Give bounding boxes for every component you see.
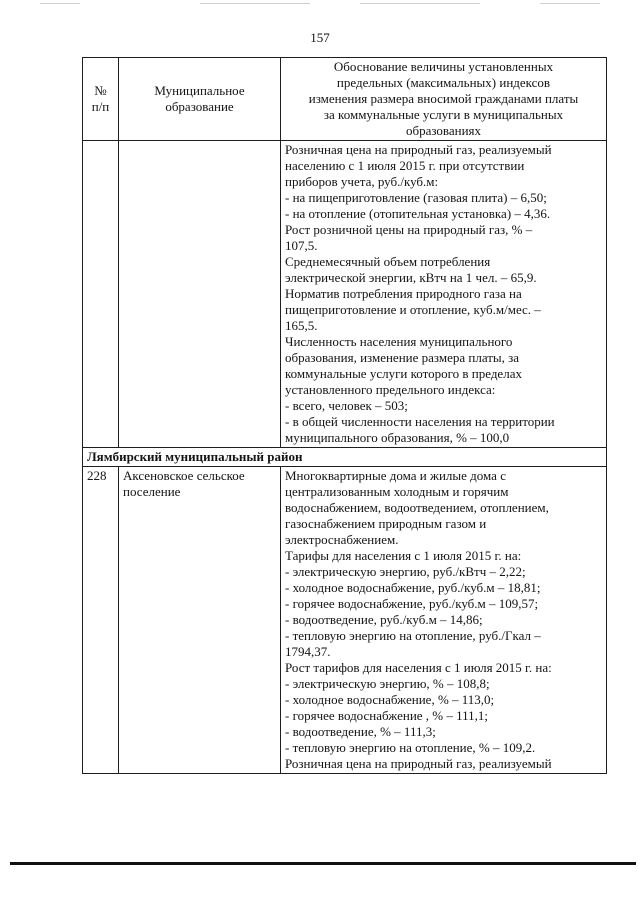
text-line: - водоотведение, % – 111,3;	[285, 724, 436, 739]
row-justification	[281, 467, 607, 774]
text-line: приборов учета, руб./куб.м:	[285, 174, 439, 189]
text-line: - холодное водоснабжение, % – 113,0;	[285, 692, 495, 707]
text-line: Норматив потребления природного газа на	[285, 286, 522, 301]
header-municipality	[119, 58, 281, 141]
table-row	[83, 467, 607, 774]
text-line: Среднемесячный объем потребления	[285, 254, 491, 269]
text-line: - на отопление (отопительная установка) – 4,36.	[285, 206, 551, 221]
continuation-municipality-cell	[119, 141, 281, 448]
header-number-line: №	[94, 83, 107, 98]
section-title: Лямбирский муниципальный район	[83, 448, 607, 467]
header-justification-line: Обоснование величины установленных	[333, 59, 554, 74]
header-justification-line: за коммунальные услуги в муниципальных	[323, 107, 564, 122]
text-line: - в общей численности населения на территории	[285, 414, 555, 429]
row-number: 228	[83, 467, 119, 774]
header-municipality-line: образование	[165, 99, 234, 114]
text-line: - тепловую энергию на отопление, % – 109,2.	[285, 740, 536, 755]
text-line: 165,5.	[285, 318, 318, 333]
text-line: Розничная цена на природный газ, реализуемый	[285, 756, 552, 771]
text-line: централизованным холодным и горячим	[285, 484, 509, 499]
text-line: водоснабжением, водоотведением, отоплением,	[285, 500, 549, 515]
text-line: населению с 1 июля 2015 г. при отсутствии	[285, 158, 525, 173]
header-justification-line: предельных (максимальных) индексов	[336, 75, 551, 90]
row-municipality	[119, 467, 281, 774]
table-header-row	[83, 58, 607, 141]
page-number: 157	[310, 30, 330, 45]
text-line: - горячее водоснабжение, руб./куб.м – 109,57;	[285, 596, 539, 611]
municipality-line: поселение	[123, 484, 181, 499]
text-line: Численность населения муниципального	[285, 334, 513, 349]
text-line: Тарифы для населения с 1 июля 2015 г. на:	[285, 548, 522, 563]
header-justification-line: образованиях	[405, 123, 482, 138]
text-line: муниципального образования, % – 100,0	[285, 430, 510, 445]
header-justification	[281, 58, 607, 141]
text-line: - электрическую энергию, руб./кВтч – 2,22;	[285, 564, 526, 579]
text-line: - на пищеприготовление (газовая плита) – 6,50;	[285, 190, 547, 205]
text-line: Рост тарифов для населения с 1 июля 2015 г. на:	[285, 660, 552, 675]
continuation-number-cell	[83, 141, 119, 448]
text-line: Многоквартирные дома и жилые дома с	[285, 468, 506, 483]
header-justification-line: изменения размера вносимой гражданами платы	[308, 91, 579, 106]
text-line: образования, изменение размера платы, за	[285, 350, 520, 365]
section-row	[83, 448, 607, 467]
text-line: установленного предельного индекса:	[285, 382, 496, 397]
text-line: 107,5.	[285, 238, 318, 253]
text-line: газоснабжением природным газом и	[285, 516, 487, 531]
continuation-row	[83, 141, 607, 448]
header-number-line: п/п	[91, 99, 110, 114]
continuation-justification-cell	[281, 141, 607, 448]
bottom-rule	[10, 862, 636, 865]
text-line: - тепловую энергию на отопление, руб./Гкал –	[285, 628, 541, 643]
text-line: Рост розничной цены на природный газ, % –	[285, 222, 533, 237]
text-line: 1794,37.	[285, 644, 331, 659]
municipality-line: Аксеновское сельское	[123, 468, 245, 483]
text-line: электрической энергии, кВтч на 1 чел. – 65,9.	[285, 270, 537, 285]
text-line: пищеприготовление и отопление, куб.м/мес. –	[285, 302, 541, 317]
text-line: - электрическую энергию, % – 108,8;	[285, 676, 490, 691]
header-number	[83, 58, 119, 141]
text-line: коммунальные услуги которого в пределах	[285, 366, 522, 381]
text-line: - всего, человек – 503;	[285, 398, 408, 413]
tariff-justification-table	[82, 57, 607, 774]
text-line: - водоотведение, руб./куб.м – 14,86;	[285, 612, 483, 627]
header-municipality-line: Муниципальное	[154, 83, 245, 98]
text-line: электроснабжением.	[285, 532, 399, 547]
text-line: Розничная цена на природный газ, реализуемый	[285, 142, 552, 157]
text-line: - холодное водоснабжение, руб./куб.м – 18,81;	[285, 580, 541, 595]
text-line: - горячее водоснабжение , % – 111,1;	[285, 708, 489, 723]
